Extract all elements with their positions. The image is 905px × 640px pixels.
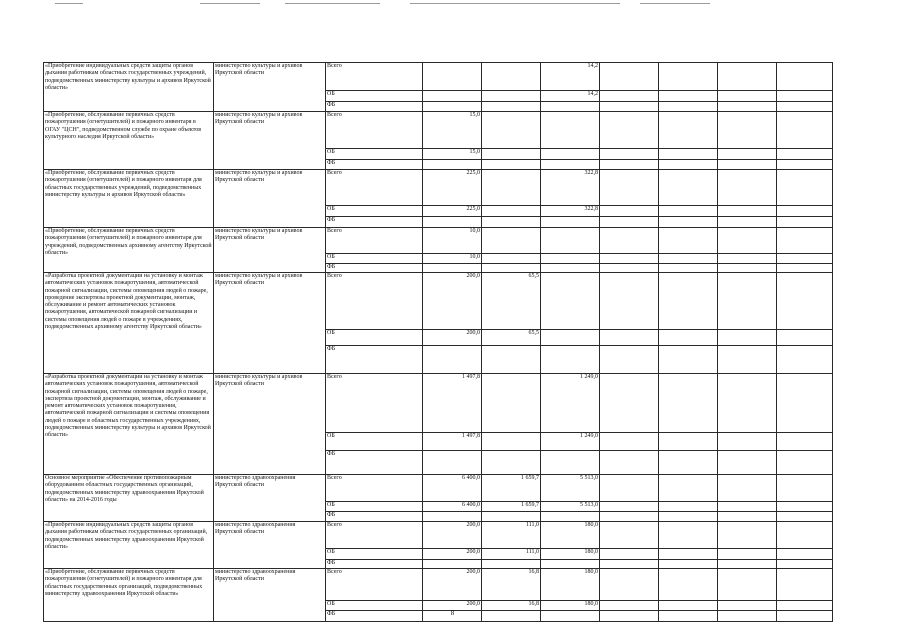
amount-cell	[541, 560, 600, 569]
amount-cell	[659, 560, 718, 569]
amount-cell	[718, 63, 777, 91]
amount-cell	[718, 102, 777, 112]
amount-cell	[718, 374, 777, 433]
amount-cell	[541, 254, 600, 264]
amount-cell	[777, 170, 833, 206]
amount-cell	[659, 63, 718, 91]
amount-cell: 180,0	[541, 601, 600, 611]
funding-source-label: Всего	[326, 522, 423, 549]
amount-cell	[541, 102, 600, 112]
amount-cell	[541, 330, 600, 346]
amount-cell: 180,0	[541, 522, 600, 549]
amount-cell	[482, 560, 541, 569]
amount-cell	[541, 112, 600, 149]
amount-cell: 6 400,0	[423, 502, 482, 512]
funding-source-label: Всего	[326, 475, 423, 502]
amount-cell: 65,5	[482, 273, 541, 330]
amount-cell	[600, 254, 659, 264]
amount-cell	[659, 264, 718, 273]
amount-cell: 200,0	[423, 549, 482, 560]
amount-cell	[541, 149, 600, 160]
amount-cell: 1 659,7	[482, 502, 541, 512]
funding-source-label: ФБ	[326, 451, 423, 475]
amount-cell	[659, 102, 718, 112]
measure-description: «Приобретение, обслуживание первичных средств пожаротушения (огнетушителей) и пожарного инвентаря для областных государственных организаций, подведомственных министерству здравоохранения Иркутской области»	[44, 569, 214, 622]
responsible-executor: министерство культуры и архивов Иркутской области	[214, 63, 326, 112]
amount-cell	[777, 228, 833, 254]
amount-cell: 322,8	[541, 170, 600, 206]
funding-source-label: ОБ	[326, 502, 423, 512]
table-row	[44, 112, 833, 149]
measure-description: «Приобретение, обслуживание первичных средств пожаротушения (огнетушителей) и пожарного инвентаря в ОГАУ "ЦСН", подведомственном службе по охране объектов культурного наследия Иркутской области»	[44, 112, 214, 170]
amount-cell	[600, 374, 659, 433]
table-row	[44, 273, 833, 330]
table-row	[44, 522, 833, 549]
measure-description: Основное мероприятие «Обеспечение противопожарным оборудованием областных государственных организаций, подведомственных министерству здравоохранения Иркутской области» на 2014-2016 годы	[44, 475, 214, 522]
funding-source-label: ОБ	[326, 601, 423, 611]
amount-cell	[482, 63, 541, 91]
amount-cell: 1 249,0	[541, 374, 600, 433]
amount-cell	[482, 112, 541, 149]
amount-cell	[541, 346, 600, 374]
amount-cell: 180,0	[541, 549, 600, 560]
amount-cell	[718, 264, 777, 273]
funding-source-label: Всего	[326, 374, 423, 433]
amount-cell	[482, 451, 541, 475]
amount-cell	[659, 160, 718, 170]
amount-cell	[659, 522, 718, 549]
amount-cell	[777, 569, 833, 601]
table-row	[44, 569, 833, 601]
table-row	[44, 374, 833, 433]
table-row	[44, 170, 833, 206]
amount-cell	[777, 346, 833, 374]
amount-cell	[659, 149, 718, 160]
amount-cell	[541, 273, 600, 330]
amount-cell	[600, 217, 659, 228]
funding-source-label: ФБ	[326, 346, 423, 374]
amount-cell	[718, 217, 777, 228]
responsible-executor: министерство культуры и архивов Иркутской области	[214, 228, 326, 273]
amount-cell	[659, 228, 718, 254]
amount-cell	[423, 217, 482, 228]
table-row	[44, 475, 833, 502]
amount-cell	[659, 475, 718, 502]
amount-cell	[423, 63, 482, 91]
amount-cell	[482, 149, 541, 160]
amount-cell	[718, 330, 777, 346]
amount-cell: 65,5	[482, 330, 541, 346]
funding-source-label: Всего	[326, 170, 423, 206]
amount-cell	[777, 549, 833, 560]
amount-cell	[600, 512, 659, 522]
amount-cell	[777, 374, 833, 433]
responsible-executor: министерство здравоохранения Иркутской области	[214, 475, 326, 522]
amount-cell: 6 400,0	[423, 475, 482, 502]
responsible-executor: министерство здравоохранения Иркутской области	[214, 569, 326, 622]
amount-cell	[600, 330, 659, 346]
budget-table	[43, 62, 833, 622]
measure-description: «Приобретение индивидуальных средств защиты органов дыхания работникам областных государственных учреждений, подведомственных министерству культуры и архивов Иркутской области»	[44, 63, 214, 112]
amount-cell	[423, 264, 482, 273]
amount-cell	[600, 264, 659, 273]
amount-cell	[482, 217, 541, 228]
amount-cell: 200,0	[423, 569, 482, 601]
amount-cell: 10,0	[423, 254, 482, 264]
amount-cell	[718, 451, 777, 475]
amount-cell	[423, 560, 482, 569]
funding-source-label: Всего	[326, 112, 423, 149]
amount-cell	[541, 451, 600, 475]
amount-cell: 10,0	[423, 228, 482, 254]
amount-cell	[423, 451, 482, 475]
amount-cell: 200,0	[423, 601, 482, 611]
amount-cell	[718, 433, 777, 451]
scan-edge-mark	[285, 3, 380, 4]
amount-cell	[718, 91, 777, 102]
amount-cell: 180,0	[541, 569, 600, 601]
amount-cell	[659, 112, 718, 149]
funding-source-label: ОБ	[326, 549, 423, 560]
amount-cell	[600, 102, 659, 112]
amount-cell: 16,8	[482, 569, 541, 601]
amount-cell: 14,2	[541, 91, 600, 102]
amount-cell	[718, 560, 777, 569]
amount-cell	[482, 91, 541, 102]
responsible-executor: министерство культуры и архивов Иркутской области	[214, 112, 326, 170]
amount-cell	[600, 170, 659, 206]
funding-source-label: ОБ	[326, 254, 423, 264]
amount-cell	[777, 217, 833, 228]
amount-cell	[777, 254, 833, 264]
amount-cell	[777, 160, 833, 170]
responsible-executor: министерство культуры и архивов Иркутской области	[214, 273, 326, 374]
funding-source-label: Всего	[326, 228, 423, 254]
amount-cell	[718, 149, 777, 160]
amount-cell	[659, 217, 718, 228]
funding-source-label: ОБ	[326, 91, 423, 102]
table-row	[44, 228, 833, 254]
amount-cell	[777, 273, 833, 330]
amount-cell: 15,0	[423, 149, 482, 160]
amount-cell	[718, 273, 777, 330]
amount-cell	[600, 149, 659, 160]
funding-source-label: ФБ	[326, 264, 423, 273]
amount-cell	[659, 512, 718, 522]
funding-source-label: ОБ	[326, 149, 423, 160]
amount-cell	[777, 330, 833, 346]
amount-cell: 14,2	[541, 63, 600, 91]
amount-cell: 16,8	[482, 601, 541, 611]
amount-cell	[718, 346, 777, 374]
measure-description: «Приобретение индивидуальных средств защиты органов дыхания работникам областных государственных организаций, подведомственных министерству здравоохранения Иркутской области»	[44, 522, 214, 569]
page-number: 8	[450, 609, 455, 617]
measure-description: «Разработка проектной документации на установку и монтаж автоматических установок пожаротушения, автоматической пожарной сигнализации, системы оповещения людей о пожаре, проведение экспертизы проектной документации, монтаж, обслуживание и ремонт автоматических установок пожаротушения, автоматической пожарной сигнализации и системы оповещения людей о пожаре в учреждениях, подведомственных архивному агентству Иркутской области»	[44, 273, 214, 374]
amount-cell	[482, 228, 541, 254]
amount-cell	[659, 549, 718, 560]
responsible-executor: министерство здравоохранения Иркутской области	[214, 522, 326, 569]
amount-cell	[777, 206, 833, 217]
amount-cell	[600, 522, 659, 549]
amount-cell	[718, 549, 777, 560]
amount-cell	[659, 254, 718, 264]
amount-cell	[482, 160, 541, 170]
funding-source-label: ФБ	[326, 217, 423, 228]
funding-source-label: Всего	[326, 273, 423, 330]
amount-cell	[718, 160, 777, 170]
amount-cell	[777, 512, 833, 522]
amount-cell: 200,0	[423, 273, 482, 330]
amount-cell: 1 497,8	[423, 374, 482, 433]
amount-cell	[659, 273, 718, 330]
amount-cell	[659, 374, 718, 433]
funding-source-label: Всего	[326, 569, 423, 601]
scan-edge-mark	[410, 3, 620, 4]
amount-cell	[482, 102, 541, 112]
amount-cell	[659, 569, 718, 601]
amount-cell	[777, 560, 833, 569]
amount-cell	[600, 560, 659, 569]
amount-cell	[777, 63, 833, 91]
amount-cell	[659, 206, 718, 217]
amount-cell	[777, 149, 833, 160]
amount-cell	[600, 228, 659, 254]
amount-cell	[423, 91, 482, 102]
amount-cell	[718, 569, 777, 601]
amount-cell	[659, 330, 718, 346]
amount-cell	[423, 102, 482, 112]
amount-cell	[718, 512, 777, 522]
measure-description: «Приобретение, обслуживание первичных средств пожаротушения (огнетушителей) и пожарного инвентаря для учреждений, подведомственных архивному агентству Иркутской области»	[44, 228, 214, 273]
amount-cell	[659, 451, 718, 475]
amount-cell	[718, 170, 777, 206]
amount-cell	[541, 512, 600, 522]
amount-cell	[541, 228, 600, 254]
amount-cell	[777, 112, 833, 149]
amount-cell	[600, 346, 659, 374]
scan-edge-mark	[640, 3, 710, 4]
amount-cell: 111,0	[482, 522, 541, 549]
amount-cell	[541, 264, 600, 273]
amount-cell	[777, 433, 833, 451]
amount-cell	[482, 264, 541, 273]
amount-cell	[423, 160, 482, 170]
amount-cell	[600, 112, 659, 149]
amount-cell: 200,0	[423, 330, 482, 346]
amount-cell	[600, 475, 659, 502]
amount-cell	[777, 264, 833, 273]
amount-cell	[600, 91, 659, 102]
funding-source-label: Всего	[326, 63, 423, 91]
responsible-executor: министерство культуры и архивов Иркутской области	[214, 374, 326, 475]
amount-cell	[718, 502, 777, 512]
amount-cell	[600, 206, 659, 217]
amount-cell	[423, 512, 482, 522]
amount-cell	[600, 160, 659, 170]
amount-cell: 5 513,0	[541, 475, 600, 502]
amount-cell	[482, 374, 541, 433]
amount-cell	[600, 549, 659, 560]
amount-cell: 1 497,8	[423, 433, 482, 451]
amount-cell: 225,0	[423, 170, 482, 206]
amount-cell	[777, 475, 833, 502]
amount-cell	[482, 512, 541, 522]
amount-cell: 200,0	[423, 522, 482, 549]
amount-cell	[600, 569, 659, 601]
amount-cell: 15,0	[423, 112, 482, 149]
funding-source-label: ФБ	[326, 102, 423, 112]
amount-cell	[482, 346, 541, 374]
amount-cell	[659, 346, 718, 374]
amount-cell	[659, 433, 718, 451]
amount-cell: 225,0	[423, 206, 482, 217]
amount-cell	[659, 502, 718, 512]
funding-source-label: ФБ	[326, 611, 423, 622]
scan-edge-mark	[200, 3, 260, 4]
amount-cell	[423, 346, 482, 374]
funding-source-label: ФБ	[326, 512, 423, 522]
amount-cell	[777, 522, 833, 549]
funding-source-label: ОБ	[326, 433, 423, 451]
amount-cell	[541, 217, 600, 228]
amount-cell	[482, 433, 541, 451]
amount-cell: 5 513,0	[541, 502, 600, 512]
amount-cell	[659, 91, 718, 102]
amount-cell	[777, 102, 833, 112]
funding-source-label: ОБ	[326, 206, 423, 217]
amount-cell	[718, 254, 777, 264]
amount-cell	[718, 206, 777, 217]
measure-description: «Разработка проектной документации на установку и монтаж автоматических установок пожаротушения, автоматической пожарной сигнализации, системы оповещения людей о пожаре, экспертиза проектной документации, монтаж, обслуживание и ремонт автоматических установок пожаротушения, автоматической пожарной сигнализации и системы оповещения людей о пожаре в областных государственных учреждениях, подведомственных министерству культуры и архивов Иркутской области»	[44, 374, 214, 475]
amount-cell	[600, 63, 659, 91]
scan-edge-mark	[55, 3, 83, 4]
responsible-executor: министерство культуры и архивов Иркутской области	[214, 170, 326, 228]
amount-cell: 1 249,0	[541, 433, 600, 451]
amount-cell	[718, 475, 777, 502]
funding-source-label: ФБ	[326, 560, 423, 569]
amount-cell	[777, 91, 833, 102]
table-row	[44, 63, 833, 91]
amount-cell	[600, 451, 659, 475]
amount-cell	[718, 522, 777, 549]
funding-source-label: ОБ	[326, 330, 423, 346]
amount-cell	[600, 433, 659, 451]
amount-cell: 322,8	[541, 206, 600, 217]
amount-cell	[659, 170, 718, 206]
amount-cell: 1 659,7	[482, 475, 541, 502]
amount-cell	[482, 206, 541, 217]
amount-cell	[482, 170, 541, 206]
amount-cell	[777, 451, 833, 475]
amount-cell: 111,0	[482, 549, 541, 560]
measure-description: «Приобретение, обслуживание первичных средств пожаротушения (огнетушителей) и пожарного инвентаря для областных государственных учреждений, подведомственных министерству культуры и архивов Иркутской области»	[44, 170, 214, 228]
amount-cell	[600, 502, 659, 512]
amount-cell	[600, 273, 659, 330]
amount-cell	[541, 160, 600, 170]
amount-cell	[718, 112, 777, 149]
funding-source-label: ФБ	[326, 160, 423, 170]
amount-cell	[777, 502, 833, 512]
amount-cell	[718, 228, 777, 254]
amount-cell	[482, 254, 541, 264]
